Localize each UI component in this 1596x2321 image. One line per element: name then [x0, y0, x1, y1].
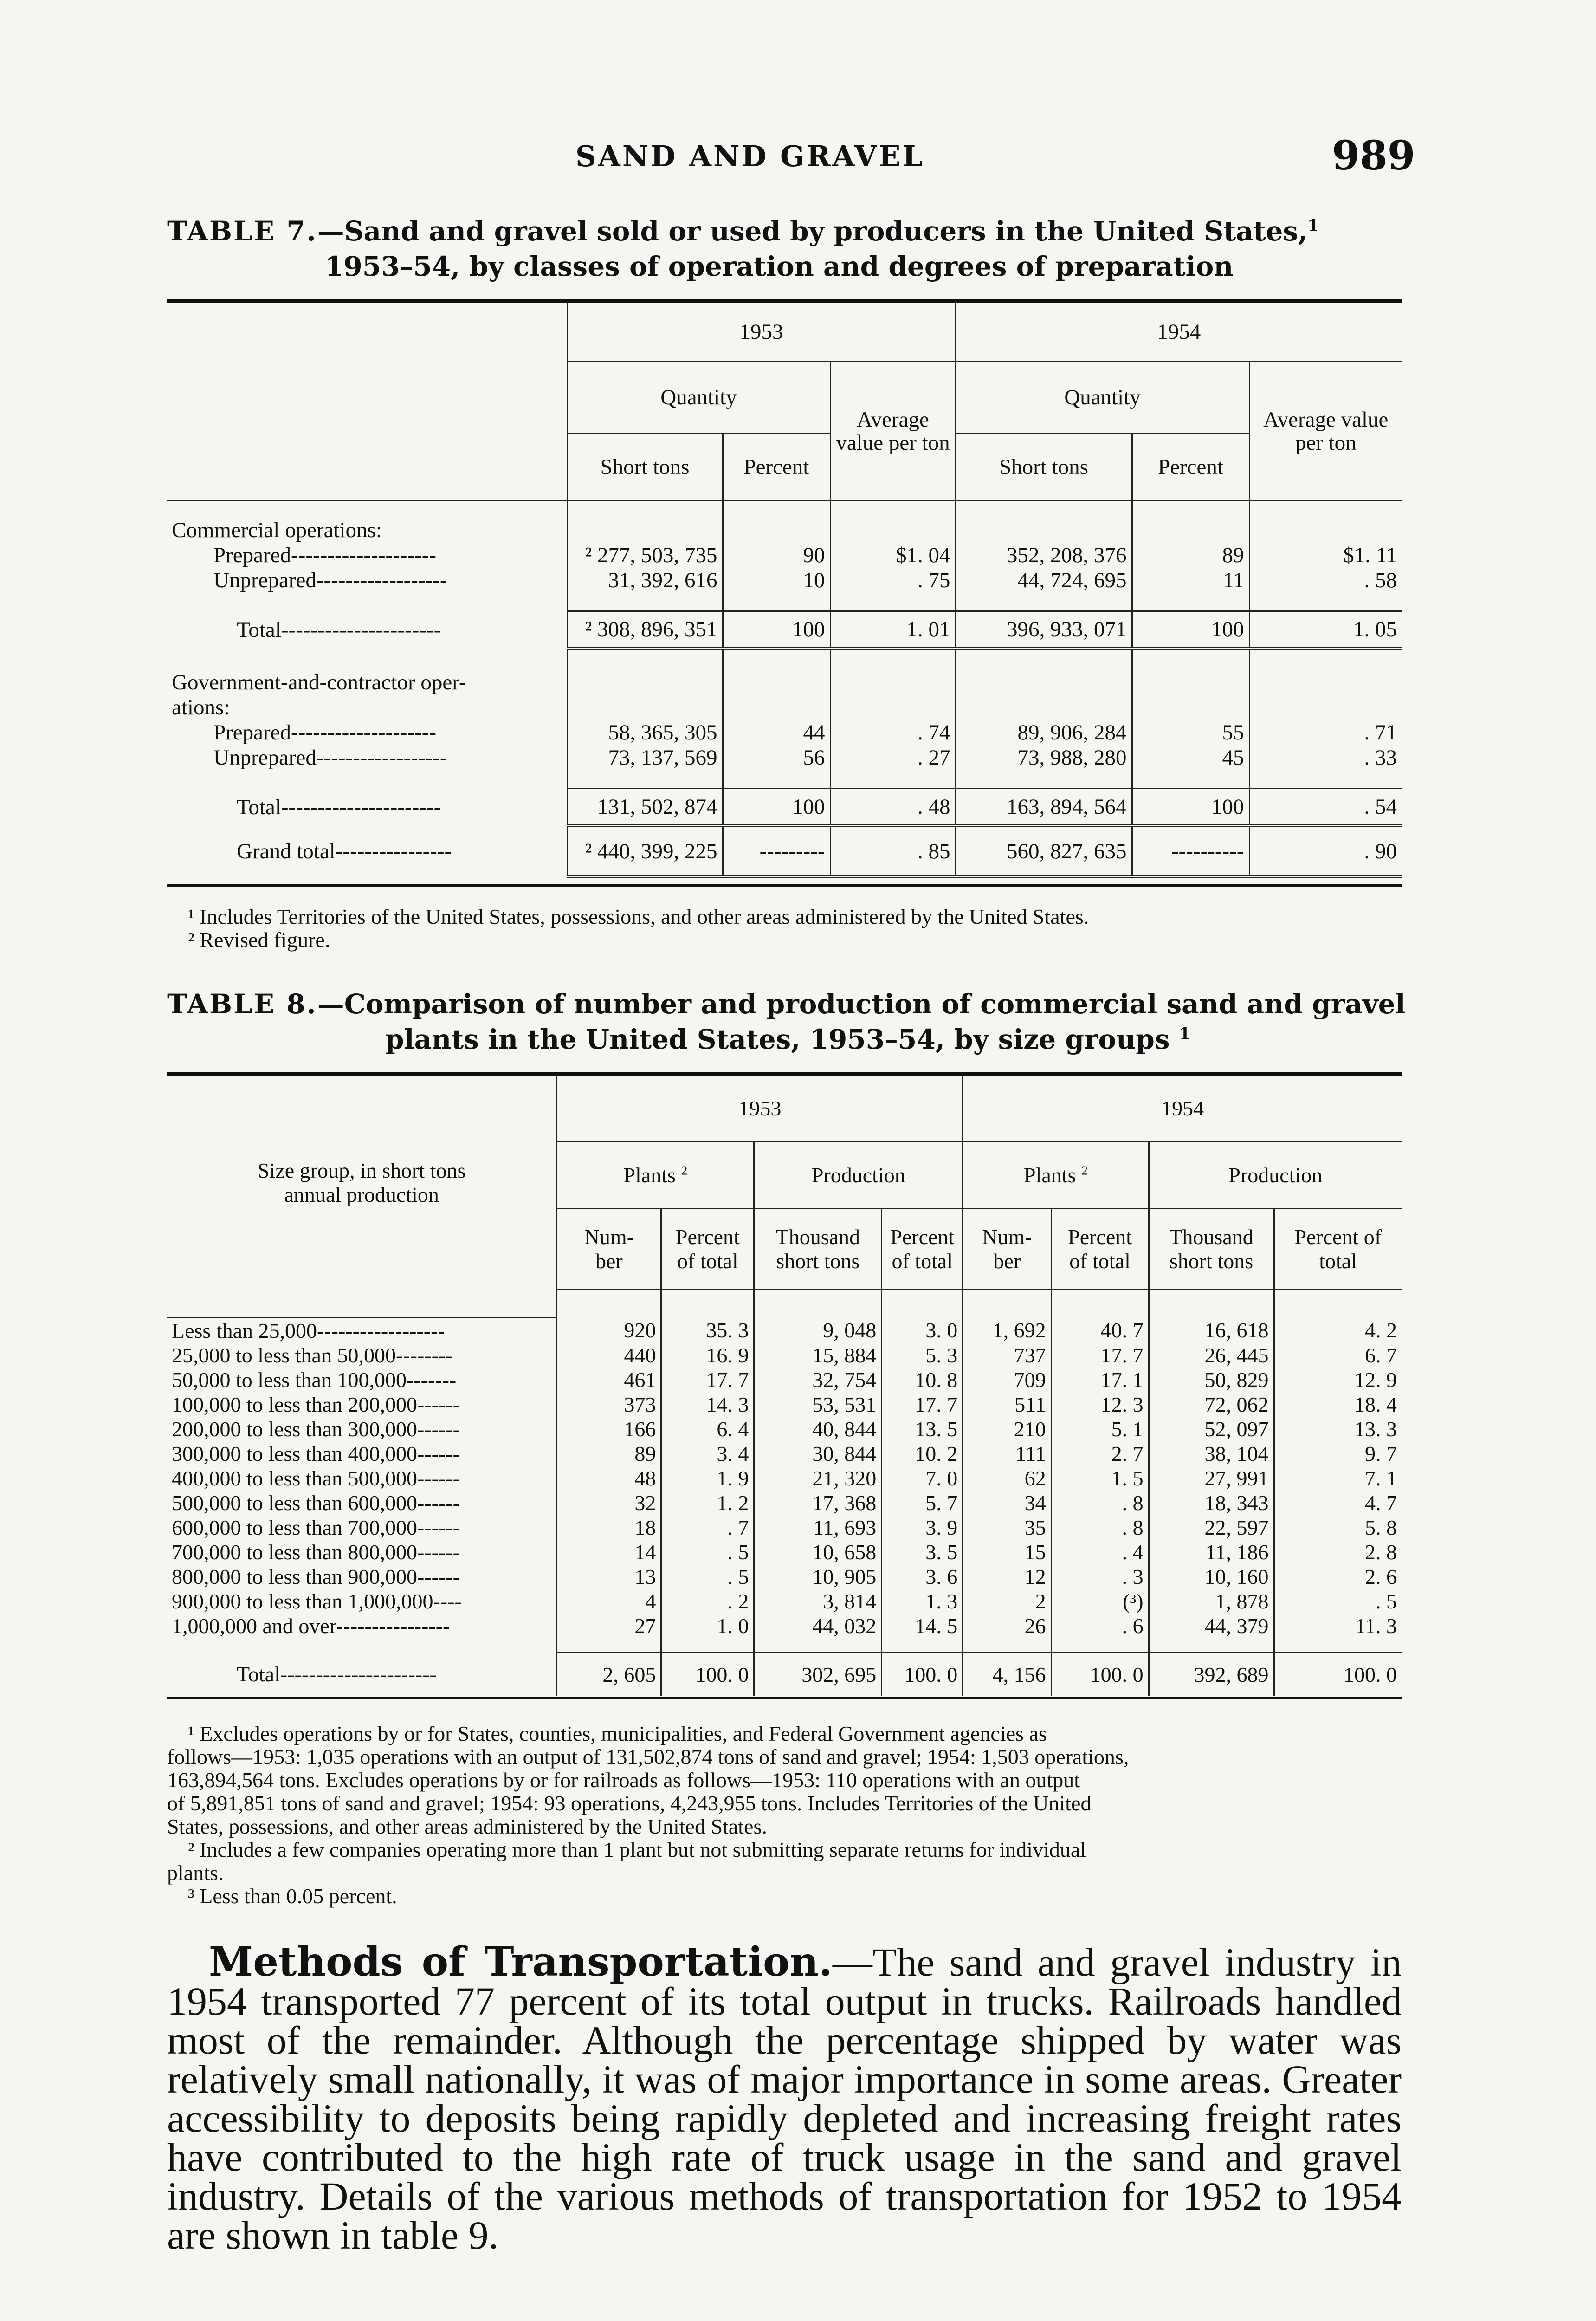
table-row: 100,000 to less than 200,000------ 373 14. 3 53, 531 17. 7 511 12. 3 72, 062 18. 4: [167, 1392, 1402, 1417]
cell: 7. 1: [1274, 1466, 1402, 1491]
cell: . 90: [1249, 826, 1402, 877]
table-row: Less than 25,000------------------ 920 35. 3 9, 048 3. 0 1, 692 40. 7 16, 618 4. 2: [167, 1318, 1402, 1343]
cell: 38, 104: [1149, 1441, 1274, 1466]
table-row: 1,000,000 and over---------------- 27 1. 0 44, 032 14. 5 26 . 6 44, 379 11. 3: [167, 1614, 1402, 1638]
cell: 2: [963, 1589, 1051, 1614]
cell: . 5: [661, 1540, 754, 1564]
table8-plants-a: Plants: [623, 1163, 676, 1187]
table8-plants-sup-b: 2: [1081, 1163, 1088, 1178]
cell: 9. 7: [1274, 1441, 1402, 1466]
table8-plants-b: Plants: [1024, 1163, 1076, 1187]
cell: 5. 1: [1051, 1417, 1149, 1441]
cell: 392, 689: [1149, 1652, 1274, 1696]
cell: 5. 3: [882, 1343, 963, 1368]
cell: 26: [963, 1614, 1051, 1638]
body-text: —The sand and gravel industry in 1954 transported 77 percent of its total output in trucks. Railroads handled most of the remainder. Although the percentage shipped by water was relatively small nationally, it was of major importance in some areas. Greater accessibility to deposits being rapidly depleted and increasing freight rates have contributed to the high rate of truck usage in the sand and gravel industry. Details of the various methods of transportation for 1952 to 1954 are shown in table 9.: [167, 1940, 1402, 2257]
cell: 511: [963, 1392, 1051, 1417]
table-row: Total---------------------- 2, 605 100. 0 302, 695 100. 0 4, 156 100. 0 392, 689 100. 0: [167, 1652, 1402, 1696]
table7-section-commercial: Commercial operations:: [172, 518, 382, 542]
cell: 16. 9: [661, 1343, 754, 1368]
table-row: Prepared-------------------- ² 277, 503, 735 90 $1. 04 352, 208, 376 89 $1. 11: [167, 543, 1402, 568]
cell: 50, 829: [1149, 1368, 1274, 1392]
table8-bottom-rule: [167, 1697, 1402, 1699]
cell: . 3: [1051, 1564, 1149, 1589]
table8-number-a: Num- ber: [557, 1209, 661, 1290]
cell: 352, 208, 376: [956, 543, 1132, 568]
table-row: 900,000 to less than 1,000,000---- 4 . 2 3, 814 1. 3 2 (³) 1, 878 . 5: [167, 1589, 1402, 1614]
row-label: Prepared: [213, 720, 291, 745]
row-label: 25,000 to less than 50,000: [172, 1343, 396, 1367]
table-row: Total---------------------- ² 308, 896, 351 100 1. 01 396, 933, 071 100 1. 05: [167, 611, 1402, 648]
table-row: 400,000 to less than 500,000------ 48 1. 9 21, 320 7. 0 62 1. 5 27, 991 7. 1: [167, 1466, 1402, 1491]
cell: 100. 0: [1274, 1652, 1402, 1696]
cell: 16, 618: [1149, 1318, 1274, 1343]
cell: 3. 6: [882, 1564, 963, 1589]
table7-caption-text: —Sand and gravel sold or used by producers in the United States,: [317, 215, 1308, 247]
cell: 210: [963, 1417, 1051, 1441]
table7-footnote-2: ² Revised figure.: [188, 928, 330, 952]
table8-footnotes: [167, 1722, 1402, 1908]
table8-size-header-1: Size group, in short tons: [257, 1158, 466, 1182]
cell: 89, 906, 284: [956, 720, 1132, 745]
table7-caption-sup: 1: [1307, 216, 1319, 235]
table-row: 500,000 to less than 600,000------ 32 1. 2 17, 368 5. 7 34 . 8 18, 343 4. 7: [167, 1491, 1402, 1515]
cell: 31, 392, 616: [567, 568, 723, 593]
cell: 14: [557, 1540, 661, 1564]
cell: 48: [557, 1466, 661, 1491]
table8-caption: [167, 986, 1411, 1057]
cell: 32, 754: [754, 1368, 882, 1392]
table8-size-header-2: annual production: [284, 1182, 439, 1206]
cell: . 6: [1051, 1614, 1149, 1638]
cell: 21, 320: [754, 1466, 882, 1491]
cell: 40. 7: [1051, 1318, 1149, 1343]
cell: 4, 156: [963, 1652, 1051, 1696]
cell: 100: [723, 789, 830, 826]
table7-percent-a: Percent: [723, 434, 830, 501]
cell: 920: [557, 1318, 661, 1343]
row-label: Grand total: [237, 839, 336, 863]
cell: 34: [963, 1491, 1051, 1515]
cell: . 54: [1249, 789, 1402, 826]
cell: 100: [1132, 789, 1249, 826]
row-label: 500,000 to less than 600,000: [172, 1491, 417, 1515]
cell: 90: [723, 543, 830, 568]
cell: 55: [1132, 720, 1249, 745]
row-label: 700,000 to less than 800,000: [172, 1540, 417, 1564]
cell: 3. 4: [661, 1441, 754, 1466]
table-row: Prepared-------------------- 58, 365, 305 44 . 74 89, 906, 284 55 . 71: [167, 720, 1402, 745]
cell: 12. 9: [1274, 1368, 1402, 1392]
table7-bottom-rule: [167, 884, 1402, 887]
cell: 14. 3: [661, 1392, 754, 1417]
table-row: 800,000 to less than 900,000------ 13 . 5 10, 905 3. 6 12 . 3 10, 160 2. 6: [167, 1564, 1402, 1589]
cell: . 74: [830, 720, 956, 745]
cell: 18. 4: [1274, 1392, 1402, 1417]
cell: 3. 5: [882, 1540, 963, 1564]
cell: . 85: [830, 826, 956, 877]
cell: 17. 7: [1051, 1343, 1149, 1368]
table7-section-govt-2: ations:: [172, 695, 230, 720]
row-label: 50,000 to less than 100,000: [172, 1368, 407, 1392]
cell: 302, 695: [754, 1652, 882, 1696]
cell: 44: [723, 720, 830, 745]
cell: 13. 3: [1274, 1417, 1402, 1441]
cell: 35: [963, 1515, 1051, 1540]
table8-year-b: 1954: [963, 1074, 1402, 1141]
table7-quantity-b: Quantity: [956, 362, 1249, 434]
cell: 10. 8: [882, 1368, 963, 1392]
cell: 72, 062: [1149, 1392, 1274, 1417]
cell: 18: [557, 1515, 661, 1540]
cell: . 27: [830, 745, 956, 770]
table7-year-a: 1953: [567, 301, 956, 362]
cell: 1. 01: [830, 611, 956, 648]
table8-caption-sup: 1: [1179, 1024, 1190, 1044]
cell: 100. 0: [661, 1652, 754, 1696]
table8-production-b: Production: [1149, 1141, 1402, 1209]
table8-footnote-2b: plants.: [167, 1861, 224, 1885]
cell: 10, 160: [1149, 1564, 1274, 1589]
cell: ² 277, 503, 735: [567, 543, 723, 568]
table8-footnote-1b: follows—1953: 1,035 operations with an output of 131,502,874 tons of sand and gravel; 1954: 1,503 operations,: [167, 1745, 1129, 1769]
cell: 11: [1132, 568, 1249, 593]
table7: [167, 299, 1402, 905]
cell: 17. 7: [661, 1368, 754, 1392]
cell: 440: [557, 1343, 661, 1368]
cell: 45: [1132, 745, 1249, 770]
cell: 6. 7: [1274, 1343, 1402, 1368]
cell: 2, 605: [557, 1652, 661, 1696]
table8: [167, 1072, 1402, 1696]
section-heading: Methods of Transportation.: [209, 1938, 833, 1985]
table7-percent-b: Percent: [1132, 434, 1249, 501]
row-label: 800,000 to less than 900,000: [172, 1565, 417, 1588]
cell: 2. 8: [1274, 1540, 1402, 1564]
cell: 14. 5: [882, 1614, 963, 1638]
row-label: 900,000 to less than 1,000,000: [172, 1589, 433, 1613]
cell: . 2: [661, 1589, 754, 1614]
cell: 13. 5: [882, 1417, 963, 1441]
cell: 89: [557, 1441, 661, 1466]
cell: 1, 878: [1149, 1589, 1274, 1614]
row-label: Total: [237, 795, 281, 819]
row-label: 400,000 to less than 500,000: [172, 1466, 417, 1490]
cell: 4. 7: [1274, 1491, 1402, 1515]
table-row: 200,000 to less than 300,000------ 166 6. 4 40, 844 13. 5 210 5. 1 52, 097 13. 3: [167, 1417, 1402, 1441]
table-row: Total---------------------- 131, 502, 874 100 . 48 163, 894, 564 100 . 54: [167, 789, 1402, 826]
table8-thousand-b: Thousand short tons: [1149, 1209, 1274, 1290]
cell: 166: [557, 1417, 661, 1441]
table8-footnote-1d: of 5,891,851 tons of sand and gravel; 1954: 93 operations, 4,243,955 tons. Includes Territories of the United: [167, 1791, 1092, 1815]
cell: 131, 502, 874: [567, 789, 723, 826]
table8-pct-plants-b: Percent of total: [1051, 1209, 1149, 1290]
table8-caption-line2: plants in the United States, 1953–54, by size groups: [385, 1024, 1170, 1055]
table7-quantity-a: Quantity: [567, 362, 830, 434]
cell: . 4: [1051, 1540, 1149, 1564]
table-row: Unprepared------------------ 31, 392, 616 10 . 75 44, 724, 695 11 . 58: [167, 568, 1402, 593]
cell: 3, 814: [754, 1589, 882, 1614]
cell: 26, 445: [1149, 1343, 1274, 1368]
table7-caption-lead: TABLE 7.: [167, 215, 317, 247]
cell: 163, 894, 564: [956, 789, 1132, 826]
table8-footnote-2a: ² Includes a few companies operating more than 1 plant but not submitting separate returns for individual: [188, 1838, 1086, 1861]
table7-caption-line2: 1953–54, by classes of operation and degrees of preparation: [325, 251, 1234, 282]
cell: 3. 9: [882, 1515, 963, 1540]
table8-footnote-3: ³ Less than 0.05 percent.: [188, 1884, 397, 1908]
cell: 73, 988, 280: [956, 745, 1132, 770]
table-row: 50,000 to less than 100,000------- 461 17. 7 32, 754 10. 8 709 17. 1 50, 829 12. 9: [167, 1368, 1402, 1392]
cell: 22, 597: [1149, 1515, 1274, 1540]
cell: 13: [557, 1564, 661, 1589]
table8-pct-prod-b: Percent of total: [1274, 1209, 1402, 1290]
table8-caption-text: —Comparison of number and production of commercial sand and gravel: [317, 988, 1406, 1020]
table-row: Grand total---------------- ² 440, 399, 225 --------- . 85 560, 827, 635 ---------- . 90: [167, 826, 1402, 877]
table8-footnote-1e: States, possessions, and other areas administered by the United States.: [167, 1815, 767, 1838]
table8-pct-plants-a: Percent of total: [661, 1209, 754, 1290]
table8-caption-lead: TABLE 8.: [167, 988, 317, 1020]
cell: 4: [557, 1589, 661, 1614]
cell: 5. 8: [1274, 1515, 1402, 1540]
cell: 58, 365, 305: [567, 720, 723, 745]
cell: (³): [1051, 1589, 1149, 1614]
cell: 709: [963, 1368, 1051, 1392]
cell: 18, 343: [1149, 1491, 1274, 1515]
cell: 17. 7: [882, 1392, 963, 1417]
row-label: 100,000 to less than 200,000: [172, 1393, 417, 1416]
cell: 100: [723, 611, 830, 648]
cell: $1. 11: [1249, 543, 1402, 568]
cell: . 75: [830, 568, 956, 593]
table8-year-a: 1953: [557, 1074, 963, 1141]
cell: 27, 991: [1149, 1466, 1274, 1491]
cell: 56: [723, 745, 830, 770]
cell: . 7: [661, 1515, 754, 1540]
row-label: Prepared: [213, 543, 291, 567]
cell: 1. 9: [661, 1466, 754, 1491]
cell: 100: [1132, 611, 1249, 648]
table7-avg-a: Average value per ton: [830, 362, 956, 501]
table-row: Unprepared------------------ 73, 137, 569 56 . 27 73, 988, 280 45 . 33: [167, 745, 1402, 770]
table7-avg-b: Average value per ton: [1249, 362, 1402, 501]
table7-section-govt-1: Government-and-contractor oper-: [172, 670, 466, 694]
table-row: 25,000 to less than 50,000-------- 440 16. 9 15, 884 5. 3 737 17. 7 26, 445 6. 7: [167, 1343, 1402, 1368]
cell: . 5: [1274, 1589, 1402, 1614]
cell: . 8: [1051, 1491, 1149, 1515]
cell: 44, 379: [1149, 1614, 1274, 1638]
cell: 35. 3: [661, 1318, 754, 1343]
cell: 2. 6: [1274, 1564, 1402, 1589]
cell: 53, 531: [754, 1392, 882, 1417]
cell: 30, 844: [754, 1441, 882, 1466]
cell: $1. 04: [830, 543, 956, 568]
cell: 5. 7: [882, 1491, 963, 1515]
table8-pct-prod-a: Percent of total: [882, 1209, 963, 1290]
table8-production-a: Production: [754, 1141, 963, 1209]
cell: 1. 0: [661, 1614, 754, 1638]
cell: ² 440, 399, 225: [567, 826, 723, 877]
table7-shorttons-b: Short tons: [956, 434, 1132, 501]
cell: . 58: [1249, 568, 1402, 593]
table7-footnote-1: ¹ Includes Territories of the United States, possessions, and other areas administered by the United States.: [188, 905, 1089, 928]
cell: 461: [557, 1368, 661, 1392]
cell: 560, 827, 635: [956, 826, 1132, 877]
cell: 12: [963, 1564, 1051, 1589]
row-label: Unprepared: [213, 568, 317, 592]
cell: 17. 1: [1051, 1368, 1149, 1392]
cell: 27: [557, 1614, 661, 1638]
table8-thousand-a: Thousand short tons: [754, 1209, 882, 1290]
table-row: 600,000 to less than 700,000------ 18 . 7 11, 693 3. 9 35 . 8 22, 597 5. 8: [167, 1515, 1402, 1540]
cell: 1. 5: [1051, 1466, 1149, 1491]
cell: 10, 658: [754, 1540, 882, 1564]
row-label: Unprepared: [213, 745, 317, 770]
cell: 10, 905: [754, 1564, 882, 1589]
cell: 2. 7: [1051, 1441, 1149, 1466]
cell: 73, 137, 569: [567, 745, 723, 770]
row-label: Total: [237, 617, 281, 642]
cell: 100. 0: [882, 1652, 963, 1696]
cell: 32: [557, 1491, 661, 1515]
cell: 11, 693: [754, 1515, 882, 1540]
cell: 12. 3: [1051, 1392, 1149, 1417]
cell: . 48: [830, 789, 956, 826]
row-label: 300,000 to less than 400,000: [172, 1442, 417, 1465]
cell: . 5: [661, 1564, 754, 1589]
row-label: Less than 25,000: [172, 1319, 317, 1342]
cell: 737: [963, 1343, 1051, 1368]
cell: . 71: [1249, 720, 1402, 745]
cell: 11, 186: [1149, 1540, 1274, 1564]
cell: . 8: [1051, 1515, 1149, 1540]
cell: 44, 724, 695: [956, 568, 1132, 593]
cell: 1. 2: [661, 1491, 754, 1515]
page-number: 989: [1332, 132, 1415, 179]
cell: 7. 0: [882, 1466, 963, 1491]
cell: . 33: [1249, 745, 1402, 770]
cell: 9, 048: [754, 1318, 882, 1343]
cell: 396, 933, 071: [956, 611, 1132, 648]
table8-footnote-1c: 163,894,564 tons. Excludes operations by or for railroads as follows—1953: 110 operations with an output: [167, 1768, 1080, 1792]
row-label: 600,000 to less than 700,000: [172, 1516, 417, 1539]
table8-number-b: Num- ber: [963, 1209, 1051, 1290]
cell: 40, 844: [754, 1417, 882, 1441]
cell: 52, 097: [1149, 1417, 1274, 1441]
table7-year-b: 1954: [956, 301, 1402, 362]
table7-caption: [167, 214, 1411, 284]
cell: 89: [1132, 543, 1249, 568]
cell: 6. 4: [661, 1417, 754, 1441]
table8-plants-sup-a: 2: [681, 1163, 688, 1178]
cell: 1, 692: [963, 1318, 1051, 1343]
row-label: 200,000 to less than 300,000: [172, 1417, 417, 1441]
cell: 11. 3: [1274, 1614, 1402, 1638]
cell: 100. 0: [1051, 1652, 1149, 1696]
row-label: 1,000,000 and over: [172, 1614, 336, 1638]
cell: 17, 368: [754, 1491, 882, 1515]
cell: 1. 05: [1249, 611, 1402, 648]
cell: 1. 3: [882, 1589, 963, 1614]
cell: 62: [963, 1466, 1051, 1491]
cell: 373: [557, 1392, 661, 1417]
cell: ----------: [1132, 826, 1249, 877]
cell: 15: [963, 1540, 1051, 1564]
body-paragraph: [167, 1938, 1402, 2257]
cell: 10. 2: [882, 1441, 963, 1466]
cell: 44, 032: [754, 1614, 882, 1638]
row-label: Total: [237, 1662, 280, 1686]
running-title: SAND AND GRAVEL: [575, 139, 925, 173]
table-row: 700,000 to less than 800,000------ 14 . 5 10, 658 3. 5 15 . 4 11, 186 2. 8: [167, 1540, 1402, 1564]
cell: 10: [723, 568, 830, 593]
cell: 4. 2: [1274, 1318, 1402, 1343]
cell: ² 308, 896, 351: [567, 611, 723, 648]
cell: 111: [963, 1441, 1051, 1466]
cell: 3. 0: [882, 1318, 963, 1343]
table8-footnote-1a: ¹ Excludes operations by or for States, counties, municipalities, and Federal Government agencies as: [188, 1722, 1047, 1745]
cell: ---------: [723, 826, 830, 877]
cell: 15, 884: [754, 1343, 882, 1368]
table7-shorttons-a: Short tons: [567, 434, 723, 501]
table-row: 300,000 to less than 400,000------ 89 3. 4 30, 844 10. 2 111 2. 7 38, 104 9. 7: [167, 1441, 1402, 1466]
